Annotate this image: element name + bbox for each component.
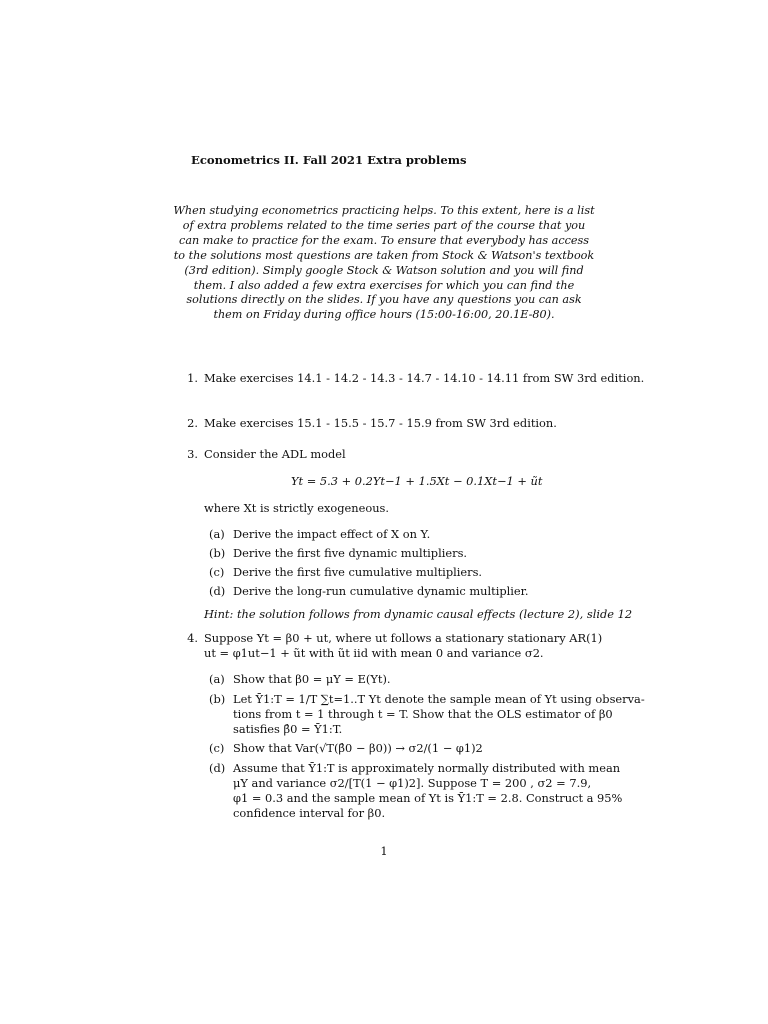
problem-4b-label: (b) — [209, 692, 226, 706]
problem-3a-label: (a) — [209, 527, 225, 541]
problem-1-number: 1. — [187, 371, 198, 385]
problem-3d-text: Derive the long-run cumulative dynamic multiplier. — [233, 584, 529, 598]
problem-4a-text: Show that β0 = μY = E(Yt). — [233, 672, 391, 686]
problem-4b-line-1: Let Ȳ1:T = 1/T ∑t=1..T Yt denote the sample mean of Yt using observa- — [233, 692, 645, 706]
problem-3-text: Consider the ADL model — [204, 447, 346, 461]
problem-4d-line-3: φ1 = 0.3 and the sample mean of Yt is Ȳ1:T = 2.8. Construct a 95% — [233, 791, 623, 805]
problem-4d-label: (d) — [209, 761, 226, 775]
problem-4a-label: (a) — [209, 672, 225, 686]
problem-4d-line-1: Assume that Ȳ1:T is approximately normally distributed with mean — [233, 761, 621, 775]
document-title: Econometrics II. Fall 2021 Extra problems — [191, 153, 467, 167]
page-number: 1 — [380, 844, 388, 858]
adl-equation: Yt = 5.3 + 0.2Yt−1 + 1.5Xt − 0.1Xt−1 + ũt — [291, 474, 543, 488]
problem-2-number: 2. — [187, 416, 198, 430]
problem-3c-label: (c) — [209, 565, 225, 579]
problem-3c-text: Derive the first five cumulative multipliers. — [233, 565, 483, 579]
problem-4b-line-2: tions from t = 1 through t = T. Show that the OLS estimator of β0 — [233, 707, 613, 721]
problem-4c-label: (c) — [209, 741, 225, 755]
problem-4d-line-2: μY and variance σ2/[T(1 − φ1)2]. Suppose T = 200 , σ2 = 7.9, — [233, 776, 592, 790]
problem-3a-text: Derive the impact effect of X on Y. — [233, 527, 431, 541]
problem-4-text-line-2: ut = φ1ut−1 + ũt with ũt iid with mean 0 and variance σ2. — [204, 646, 544, 660]
problem-4d-line-4: confidence interval for β0. — [233, 806, 386, 820]
problem-4-text-line-1: Suppose Yt = β0 + ut, where ut follows a stationary stationary AR(1) — [204, 631, 603, 645]
problem-3-after: where Xt is strictly exogeneous. — [204, 501, 390, 515]
problem-3d-label: (d) — [209, 584, 226, 598]
abstract-paragraph: When studying econometrics practicing helps. To this extent, here is a list of extra problems related to the time series part of the course that you can make to practice for the exam. To ensure that everybody has access to the solutions most questions are taken from Stock & Watson's textbook (3rd edition). Simply google Stock & Watson solution and you will find them. I also added a few extra exercises for which you can find the solutions directly on the slides. If you have any questions you can ask them on Friday during office hours (15:00-16:00, 20.1E-80). — [173, 204, 595, 322]
problem-4b-line-3: satisfies β̂0 = Ȳ1:T. — [233, 722, 343, 736]
problem-3b-label: (b) — [209, 546, 226, 560]
problem-1-text: Make exercises 14.1 - 14.2 - 14.3 - 14.7 - 14.10 - 14.11 from SW 3rd edition. — [204, 371, 645, 385]
problem-4-number: 4. — [187, 631, 198, 645]
problem-4c-text: Show that Var(√T(β̂0 − β0)) → σ2/(1 − φ1)2 — [233, 741, 483, 755]
problem-3-hint: Hint: the solution follows from dynamic causal effects (lecture 2), slide 12 — [204, 607, 633, 621]
problem-3b-text: Derive the first five dynamic multipliers. — [233, 546, 468, 560]
problem-3-number: 3. — [187, 447, 198, 461]
problem-2-text: Make exercises 15.1 - 15.5 - 15.7 - 15.9 from SW 3rd edition. — [204, 416, 557, 430]
